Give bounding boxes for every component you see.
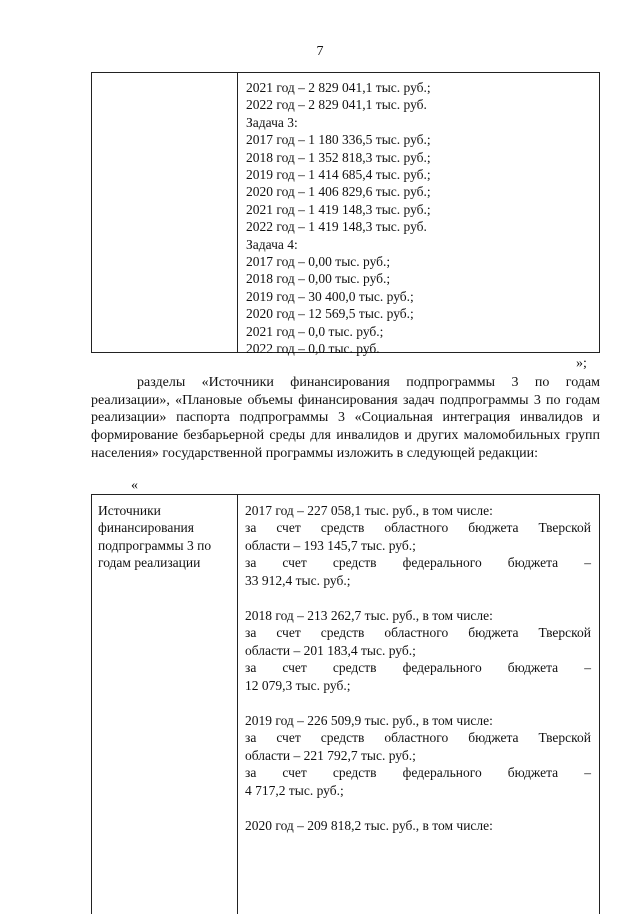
word: за — [245, 555, 257, 571]
word: – — [584, 555, 591, 571]
word: за — [245, 730, 257, 746]
word: средств — [332, 555, 377, 571]
word: счет — [276, 520, 301, 536]
word: средств — [320, 625, 365, 641]
word: счет — [276, 625, 301, 641]
regional-budget-line — [245, 624, 591, 641]
word: федерального — [402, 555, 482, 571]
federal-budget-amount: 33 912,4 тыс. руб.; — [245, 572, 351, 588]
year-total: 2017 год – 227 058,1 тыс. руб., в том числе: — [245, 503, 493, 518]
financing-line: 2021 год – 0,0 тыс. руб.; — [246, 323, 384, 339]
word: бюджета — [468, 520, 519, 536]
word: – — [584, 660, 591, 676]
word: Тверской — [538, 625, 591, 641]
word: бюджета — [468, 625, 519, 641]
opening-quote: « — [131, 478, 138, 493]
financing-line: 2019 год – 30 400,0 тыс. руб.; — [246, 288, 414, 304]
closing-quote: »; — [576, 356, 587, 371]
word: средств — [332, 660, 377, 676]
word: за — [245, 765, 257, 781]
row-content — [245, 502, 591, 835]
column-divider — [237, 495, 238, 914]
word: бюджета — [468, 730, 519, 746]
word: бюджета — [507, 765, 559, 781]
federal-budget-amount: 4 717,2 тыс. руб.; — [245, 782, 344, 798]
year-total: 2018 год – 213 262,7 тыс. руб., в том числе: — [245, 608, 493, 624]
regional-budget-amount: области – 201 183,4 тыс. руб.; — [245, 642, 416, 658]
word: средств — [332, 765, 377, 781]
word: счет — [282, 660, 307, 676]
word: счет — [282, 555, 307, 571]
financing-sources-table — [91, 494, 600, 914]
word: средств — [320, 730, 365, 746]
financing-line: 2022 год – 2 829 041,1 тыс. руб. — [246, 97, 427, 113]
word: счет — [282, 765, 307, 781]
financing-line: 2020 год – 12 569,5 тыс. руб.; — [246, 306, 414, 322]
word: средств — [320, 520, 365, 536]
financing-line: 2019 год – 1 414 685,4 тыс. руб.; — [246, 167, 431, 183]
financing-line: 2021 год – 1 419 148,3 тыс. руб.; — [246, 201, 431, 217]
financing-line: 2017 год – 0,00 тыс. руб.; — [246, 254, 391, 270]
word: за — [245, 660, 257, 676]
regional-budget-line — [245, 729, 591, 746]
federal-budget-amount: 12 079,3 тыс. руб.; — [245, 677, 351, 693]
financing-line: 2018 год – 1 352 818,3 тыс. руб.; — [246, 149, 431, 165]
regional-budget-amount: области – 193 145,7 тыс. руб.; — [245, 537, 416, 553]
year-block — [245, 817, 591, 834]
year-total: 2020 год – 209 818,2 тыс. руб., в том числе: — [245, 818, 493, 834]
word: Тверской — [538, 520, 591, 536]
word: федерального — [402, 660, 482, 676]
amendment-paragraph: разделы «Источники финансирования подпрограммы 3 по годам реализации», «Плановые объемы финансирования задач подпрограммы 3 по годам реализации» паспорта подпрограммы 3 «Социальная интеграция инвалидов и формирование безбарьерной среды для инвалидов и других маломобильных групп населения» государственной программы изложить в следующей редакции: — [91, 375, 600, 461]
financing-line: Задача 3: — [246, 114, 298, 130]
word: бюджета — [507, 660, 559, 676]
federal-budget-line — [245, 659, 591, 676]
column-divider — [237, 73, 238, 352]
financing-line: 2022 год – 0,0 тыс. руб. — [246, 341, 380, 357]
year-block — [245, 712, 591, 799]
financing-line: 2020 год – 1 406 829,6 тыс. руб.; — [246, 184, 431, 200]
word: областного — [384, 625, 449, 641]
year-block — [245, 502, 591, 589]
word: федерального — [402, 765, 482, 781]
word: областного — [384, 730, 449, 746]
financing-table-continued — [91, 72, 600, 357]
regional-budget-amount: области – 221 792,7 тыс. руб.; — [245, 747, 416, 763]
page-number: 7 — [316, 44, 324, 59]
word: – — [584, 765, 591, 781]
word: бюджета — [507, 555, 559, 571]
word: за — [245, 520, 257, 536]
year-block — [245, 607, 591, 694]
year-total: 2019 год – 226 509,9 тыс. руб., в том числе: — [245, 713, 493, 729]
federal-budget-line — [245, 554, 591, 571]
federal-budget-line — [245, 764, 591, 781]
word: областного — [384, 520, 449, 536]
financing-line: Задача 4: — [246, 236, 298, 252]
financing-line: 2017 год – 1 180 336,5 тыс. руб.; — [246, 132, 431, 148]
regional-budget-line — [245, 519, 591, 536]
word: счет — [276, 730, 301, 746]
word: за — [245, 625, 257, 641]
financing-lines — [246, 79, 596, 358]
financing-line: 2022 год – 1 419 148,3 тыс. руб. — [246, 219, 427, 235]
word: Тверской — [538, 730, 591, 746]
row-label: Источники финансирования подпрограммы 3 по годам реализации — [98, 503, 212, 571]
financing-line: 2021 год – 2 829 041,1 тыс. руб.; — [246, 80, 431, 95]
financing-line: 2018 год – 0,00 тыс. руб.; — [246, 271, 391, 287]
